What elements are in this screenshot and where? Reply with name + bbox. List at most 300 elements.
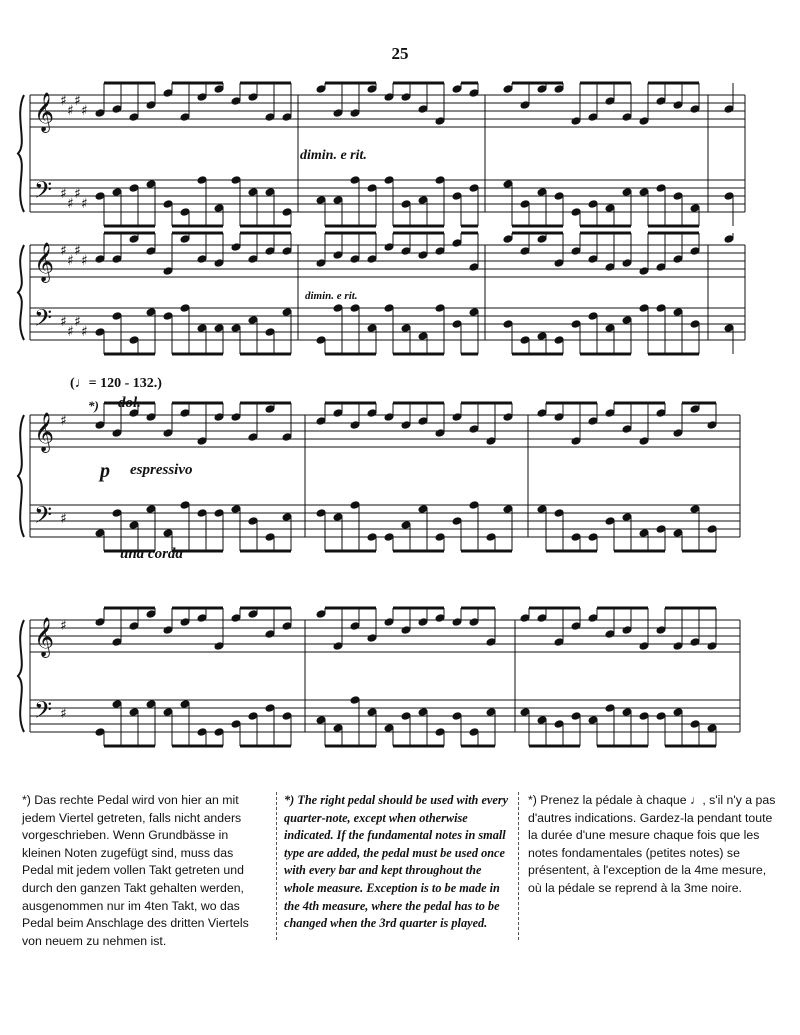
- note-head: [197, 255, 207, 264]
- note-head: [197, 509, 207, 518]
- note-head: [690, 720, 700, 729]
- note-head: [605, 517, 615, 526]
- note-head: [707, 421, 717, 430]
- note-head: [367, 184, 377, 193]
- note-head: [435, 304, 445, 313]
- note-head: [554, 336, 564, 345]
- note-head: [333, 724, 343, 733]
- note-head: [95, 109, 105, 118]
- note-head: [401, 324, 411, 333]
- note-head: [180, 113, 190, 122]
- note-head: [316, 509, 326, 518]
- note-head: [401, 247, 411, 256]
- note-head: [282, 622, 292, 631]
- footnote-english: *) The right pedal should be used with every quarter-note, except when otherwise indicated. If the fundamental notes in small type are added, the pedal must be used once with every bar and kept throughout the whole measure. Exception is to be made in the 4th measure, where the pedal has to be changed when the 3rd quarter is played.: [284, 793, 509, 931]
- note-head: [469, 425, 479, 434]
- note-head: [333, 251, 343, 260]
- dimin-e-rit-marking: dimin. e rit.: [300, 148, 367, 163]
- sharp-sign: ♯: [60, 186, 67, 202]
- note-head: [265, 704, 275, 713]
- note-head: [503, 320, 513, 329]
- note-head: [146, 180, 156, 189]
- brace: [18, 620, 24, 732]
- note-head: [588, 716, 598, 725]
- note-head: [248, 517, 258, 526]
- note-head: [673, 429, 683, 438]
- note-head: [622, 316, 632, 325]
- note-head: [231, 243, 241, 252]
- note-head: [571, 712, 581, 721]
- note-head: [452, 320, 462, 329]
- note-head: [452, 85, 462, 94]
- treble-clef: 𝄞: [34, 242, 55, 282]
- dimin-e-rit-marking-small: dimin. e rit.: [305, 290, 358, 302]
- note-head: [656, 626, 666, 635]
- note-head: [112, 188, 122, 197]
- note-head: [435, 247, 445, 256]
- note-head: [265, 247, 275, 256]
- note-head: [180, 304, 190, 313]
- note-head: [452, 239, 462, 248]
- sharp-sign: ♯: [81, 196, 88, 212]
- note-head: [367, 708, 377, 717]
- note-head: [673, 308, 683, 317]
- note-head: [469, 263, 479, 272]
- note-head: [316, 716, 326, 725]
- note-head: [333, 304, 343, 313]
- note-head: [231, 505, 241, 514]
- note-head: [231, 720, 241, 729]
- note-head: [95, 192, 105, 201]
- note-head: [554, 638, 564, 647]
- note-head: [724, 235, 734, 244]
- note-head: [197, 324, 207, 333]
- note-head: [639, 529, 649, 538]
- note-head: [214, 324, 224, 333]
- note-head: [673, 529, 683, 538]
- note-head: [622, 626, 632, 635]
- note-head: [316, 610, 326, 619]
- note-head: [248, 255, 258, 264]
- note-head: [95, 529, 105, 538]
- note-head: [146, 505, 156, 514]
- note-head: [163, 267, 173, 276]
- note-head: [333, 109, 343, 118]
- note-head: [673, 101, 683, 110]
- note-head: [673, 192, 683, 201]
- dolce-marking: dol.: [118, 395, 141, 411]
- footnotes: [22, 792, 782, 962]
- note-head: [673, 642, 683, 651]
- note-head: [214, 204, 224, 213]
- note-head: [469, 184, 479, 193]
- note-head: [639, 188, 649, 197]
- note-head: [639, 712, 649, 721]
- note-head: [384, 618, 394, 627]
- note-head: [571, 208, 581, 217]
- note-head: [316, 417, 326, 426]
- note-head: [469, 501, 479, 510]
- note-head: [384, 304, 394, 313]
- note-head: [452, 517, 462, 526]
- note-head: [367, 85, 377, 94]
- note-head: [197, 614, 207, 623]
- note-head: [418, 251, 428, 260]
- note-head: [197, 437, 207, 446]
- piano-marking: p: [100, 460, 110, 482]
- note-head: [503, 235, 513, 244]
- note-head: [214, 728, 224, 737]
- note-head: [180, 501, 190, 510]
- note-head: [435, 533, 445, 542]
- note-head: [95, 618, 105, 627]
- note-head: [588, 312, 598, 321]
- note-head: [520, 247, 530, 256]
- sharp-sign: ♯: [74, 93, 81, 109]
- note-head: [265, 113, 275, 122]
- note-head: [146, 700, 156, 709]
- treble-clef: 𝄞: [34, 617, 55, 657]
- note-head: [588, 533, 598, 542]
- sharp-sign: ♯: [67, 324, 74, 340]
- note-head: [180, 208, 190, 217]
- note-head: [367, 634, 377, 643]
- note-head: [690, 105, 700, 114]
- note-head: [367, 409, 377, 418]
- note-head: [452, 192, 462, 201]
- note-head: [435, 176, 445, 185]
- note-head: [537, 716, 547, 725]
- note-head: [537, 85, 547, 94]
- note-head: [707, 724, 717, 733]
- note-head: [503, 85, 513, 94]
- note-head: [588, 614, 598, 623]
- note-head: [605, 263, 615, 272]
- note-head: [265, 533, 275, 542]
- note-head: [367, 324, 377, 333]
- note-head: [180, 618, 190, 627]
- note-head: [333, 642, 343, 651]
- sharp-sign: ♯: [74, 186, 81, 202]
- note-head: [129, 708, 139, 717]
- note-head: [333, 409, 343, 418]
- note-head: [401, 200, 411, 209]
- note-head: [469, 89, 479, 98]
- note-head: [588, 255, 598, 264]
- footnote-divider: [518, 792, 520, 940]
- note-head: [554, 413, 564, 422]
- brace: [18, 415, 24, 537]
- note-head: [639, 267, 649, 276]
- note-head: [282, 308, 292, 317]
- note-head: [146, 101, 156, 110]
- note-head: [639, 642, 649, 651]
- note-head: [282, 208, 292, 217]
- note-head: [571, 320, 581, 329]
- note-head: [554, 85, 564, 94]
- note-head: [367, 255, 377, 264]
- note-head: [146, 413, 156, 422]
- note-head: [418, 417, 428, 426]
- note-head: [214, 85, 224, 94]
- note-head: [384, 243, 394, 252]
- note-head: [265, 188, 275, 197]
- sharp-sign: ♯: [60, 93, 67, 109]
- note-head: [282, 113, 292, 122]
- note-head: [537, 614, 547, 623]
- note-head: [112, 638, 122, 647]
- note-head: [146, 610, 156, 619]
- note-head: [452, 618, 462, 627]
- note-head: [588, 417, 598, 426]
- note-head: [520, 614, 530, 623]
- note-head: [265, 405, 275, 414]
- note-head: [656, 263, 666, 272]
- note-head: [435, 429, 445, 438]
- note-head: [656, 712, 666, 721]
- note-head: [333, 513, 343, 522]
- note-head: [554, 509, 564, 518]
- bass-clef: 𝄢: [34, 501, 53, 534]
- note-head: [231, 97, 241, 106]
- note-head: [690, 638, 700, 647]
- footnote-star-marker: *): [88, 398, 99, 413]
- footnote-german: *) Das rechte Pedal wird von hier an mit jedem Viertel getreten, falls nicht anders vorgeschrieben. Wenn Grundbässe in kleinen Noten zugefügt sind, muss das Pedal mit jedem vollen Takt getreten und durch den ganzen Takt gehalten werden, ausgenommen nur im 4ten Takt, wo das Pedal beim Anschlage des dritten Viertels von neuem zu nehmen ist.: [22, 793, 249, 948]
- sharp-sign: ♯: [67, 253, 74, 269]
- footnote-french: *) Prenez la pédale à chaque ♩, s'il n'y a pas d'autres indications. Gardez-la pendant toute la durée d'une mesure chaque fois que les notes fondamentales (petites notes) se présentent, à l'exception de la 4me mesure, où la pédale se reprend à la 3me noire.: [528, 793, 776, 895]
- note-head: [231, 614, 241, 623]
- note-head: [350, 622, 360, 631]
- note-head: [214, 413, 224, 422]
- brace: [18, 245, 24, 340]
- note-head: [231, 176, 241, 185]
- note-head: [605, 324, 615, 333]
- note-head: [605, 704, 615, 713]
- sharp-sign: ♯: [74, 243, 81, 259]
- note-head: [418, 708, 428, 717]
- bass-clef: 𝄢: [34, 304, 53, 337]
- sharp-sign: ♯: [81, 253, 88, 269]
- note-head: [112, 105, 122, 114]
- note-head: [367, 533, 377, 542]
- note-head: [469, 308, 479, 317]
- note-head: [690, 505, 700, 514]
- note-head: [571, 533, 581, 542]
- espressivo-marking: espressivo: [130, 462, 193, 478]
- note-head: [537, 188, 547, 197]
- note-head: [248, 93, 258, 102]
- note-head: [180, 700, 190, 709]
- note-head: [163, 200, 173, 209]
- note-head: [112, 509, 122, 518]
- note-head: [248, 316, 258, 325]
- note-head: [673, 255, 683, 264]
- note-head: [656, 525, 666, 534]
- note-head: [571, 117, 581, 126]
- note-head: [622, 425, 632, 434]
- note-head: [571, 247, 581, 256]
- note-head: [690, 405, 700, 414]
- sharp-sign: ♯: [60, 706, 67, 722]
- note-head: [520, 200, 530, 209]
- note-head: [282, 712, 292, 721]
- note-head: [707, 642, 717, 651]
- note-head: [214, 642, 224, 651]
- brace: [18, 95, 24, 212]
- note-head: [129, 235, 139, 244]
- note-head: [469, 728, 479, 737]
- note-head: [129, 184, 139, 193]
- note-head: [316, 196, 326, 205]
- note-head: [163, 626, 173, 635]
- note-head: [724, 105, 734, 114]
- note-head: [503, 180, 513, 189]
- note-head: [554, 192, 564, 201]
- note-head: [146, 247, 156, 256]
- note-head: [197, 176, 207, 185]
- sharp-sign: ♯: [81, 324, 88, 340]
- note-head: [588, 113, 598, 122]
- note-head: [95, 421, 105, 430]
- note-head: [350, 421, 360, 430]
- note-head: [282, 513, 292, 522]
- note-head: [418, 105, 428, 114]
- note-head: [112, 700, 122, 709]
- note-head: [231, 413, 241, 422]
- bass-clef: 𝄢: [34, 696, 53, 729]
- note-head: [163, 708, 173, 717]
- note-head: [605, 97, 615, 106]
- note-head: [350, 109, 360, 118]
- note-head: [95, 728, 105, 737]
- note-head: [571, 437, 581, 446]
- sharp-sign: ♯: [60, 511, 67, 527]
- note-head: [588, 200, 598, 209]
- note-head: [435, 728, 445, 737]
- note-head: [605, 409, 615, 418]
- note-head: [248, 188, 258, 197]
- note-head: [265, 630, 275, 639]
- note-head: [316, 336, 326, 345]
- note-head: [418, 196, 428, 205]
- note-head: [163, 312, 173, 321]
- note-head: [452, 712, 462, 721]
- page-number: 25: [391, 44, 409, 63]
- note-head: [384, 93, 394, 102]
- note-head: [214, 509, 224, 518]
- note-head: [163, 89, 173, 98]
- sharp-sign: ♯: [60, 413, 67, 429]
- note-head: [639, 117, 649, 126]
- note-head: [656, 184, 666, 193]
- note-head: [180, 409, 190, 418]
- note-head: [469, 618, 479, 627]
- note-head: [146, 308, 156, 317]
- note-head: [401, 521, 411, 530]
- note-head: [384, 533, 394, 542]
- note-head: [418, 332, 428, 341]
- note-head: [503, 413, 513, 422]
- note-head: [350, 501, 360, 510]
- note-head: [656, 97, 666, 106]
- note-head: [690, 247, 700, 256]
- sharp-sign: ♯: [67, 103, 74, 119]
- note-head: [316, 85, 326, 94]
- note-head: [248, 433, 258, 442]
- note-head: [197, 93, 207, 102]
- note-head: [95, 328, 105, 337]
- note-head: [418, 505, 428, 514]
- note-head: [554, 259, 564, 268]
- note-head: [486, 708, 496, 717]
- note-head: [401, 712, 411, 721]
- note-head: [673, 708, 683, 717]
- note-head: [384, 413, 394, 422]
- sharp-sign: ♯: [60, 243, 67, 259]
- note-head: [622, 188, 632, 197]
- sharp-sign: ♯: [60, 618, 67, 634]
- note-head: [384, 724, 394, 733]
- note-head: [724, 192, 734, 201]
- note-head: [690, 320, 700, 329]
- sharp-sign: ♯: [74, 314, 81, 330]
- note-head: [656, 409, 666, 418]
- note-head: [282, 433, 292, 442]
- note-head: [605, 204, 615, 213]
- note-head: [350, 304, 360, 313]
- note-head: [452, 413, 462, 422]
- note-head: [231, 324, 241, 333]
- note-head: [401, 93, 411, 102]
- note-head: [129, 622, 139, 631]
- note-head: [435, 117, 445, 126]
- note-head: [350, 696, 360, 705]
- note-head: [605, 630, 615, 639]
- note-head: [282, 247, 292, 256]
- note-head: [129, 336, 139, 345]
- sharp-sign: ♯: [81, 103, 88, 119]
- note-head: [520, 336, 530, 345]
- note-head: [724, 324, 734, 333]
- note-head: [384, 176, 394, 185]
- note-head: [520, 708, 530, 717]
- una-corda-marking: una corda: [120, 546, 183, 562]
- note-head: [622, 259, 632, 268]
- note-head: [486, 533, 496, 542]
- note-head: [537, 235, 547, 244]
- note-head: [639, 437, 649, 446]
- note-head: [537, 505, 547, 514]
- note-head: [503, 505, 513, 514]
- note-head: [537, 409, 547, 418]
- note-head: [248, 712, 258, 721]
- note-head: [180, 235, 190, 244]
- treble-clef: 𝄞: [34, 92, 55, 132]
- note-head: [214, 259, 224, 268]
- note-head: [163, 529, 173, 538]
- treble-clef: 𝄞: [34, 412, 55, 452]
- note-head: [622, 113, 632, 122]
- note-head: [690, 204, 700, 213]
- note-head: [316, 259, 326, 268]
- note-head: [197, 728, 207, 737]
- note-head: [112, 255, 122, 264]
- sharp-sign: ♯: [60, 314, 67, 330]
- sharp-sign: ♯: [67, 196, 74, 212]
- note-head: [95, 255, 105, 264]
- note-head: [622, 513, 632, 522]
- note-head: [639, 304, 649, 313]
